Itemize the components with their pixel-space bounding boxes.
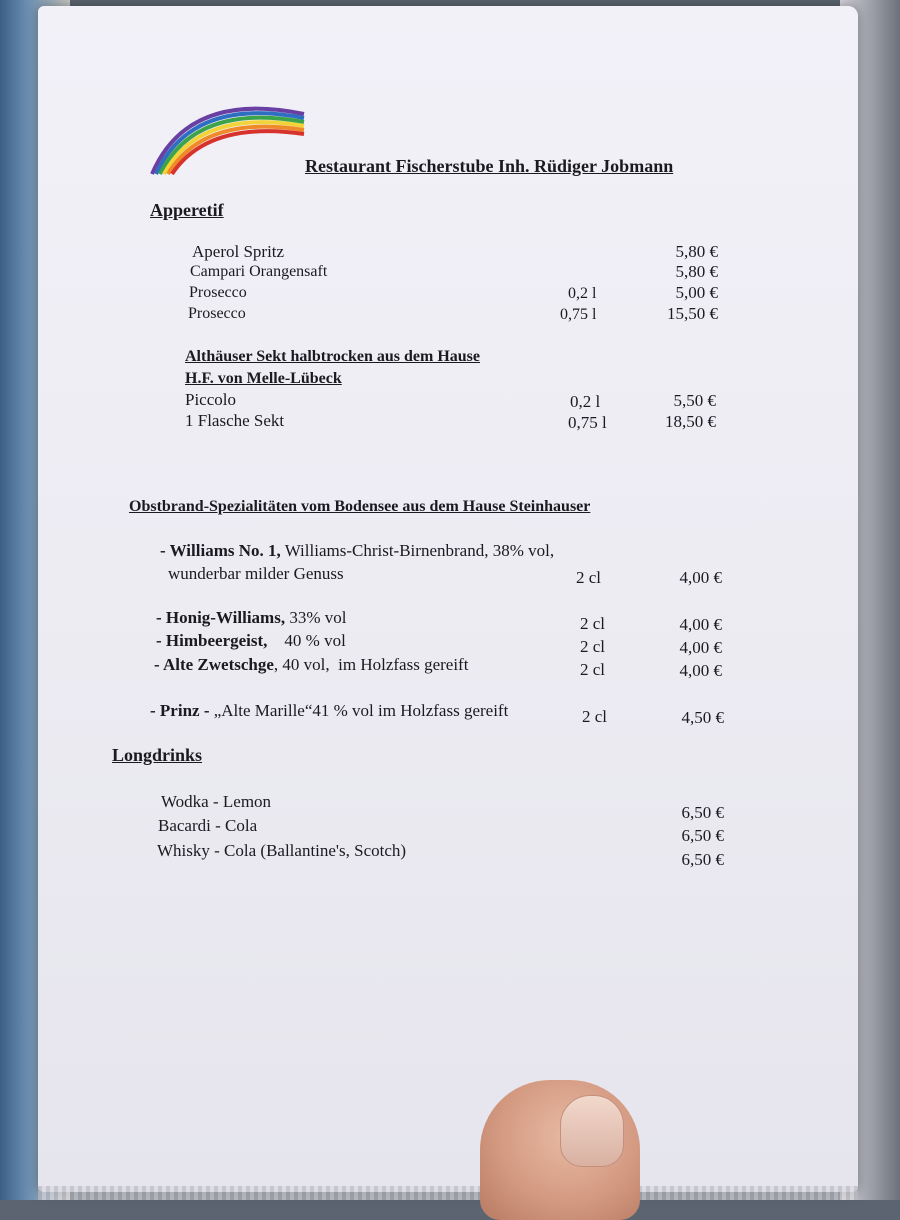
obstbrand-item-name: - Honig-Williams, <box>156 608 286 627</box>
obstbrand-item-desc: 40 % vol <box>267 631 346 650</box>
apperetif-heading: Apperetif <box>150 200 224 220</box>
obstbrand-item-price: 4,00 € <box>679 568 722 587</box>
apperetif-item-price: 5,80 € <box>675 242 718 261</box>
sekt-item-name: 1 Flasche Sekt <box>185 411 285 430</box>
sekt-heading-producer: H.F. von Melle-Lübeck <box>185 370 342 387</box>
apperetif-item-price: 5,80 € <box>675 262 718 281</box>
obstbrand-item-size: 2 cl <box>580 660 606 679</box>
apperetif-item-size: 0,2 l <box>568 285 597 302</box>
apperetif-item-size: 0,75 l <box>560 306 597 323</box>
thumb-nail <box>560 1095 624 1167</box>
sheet-protector-edge <box>38 1186 858 1200</box>
obstbrand-item <box>156 631 346 651</box>
obstbrand-item-price: 4,50 € <box>681 708 724 727</box>
obstbrand-item-price: 4,00 € <box>679 661 722 680</box>
sekt-item-price: 5,50 € <box>673 391 716 410</box>
longdrink-item-price: 6,50 € <box>681 803 724 822</box>
obstbrand-item-name: - Himbeergeist, <box>156 631 268 650</box>
obstbrand-item-desc-continued: wunderbar milder Genuss <box>168 564 344 583</box>
longdrink-item-name: Wodka - Lemon <box>161 792 272 811</box>
obstbrand-item <box>156 608 346 628</box>
menu-sheet <box>38 6 858 1192</box>
obstbrand-item-size: 2 cl <box>576 568 602 587</box>
restaurant-title: Restaurant Fischerstube Inh. Rüdiger Jobmann <box>305 156 674 176</box>
obstbrand-item-name: - Prinz - <box>150 701 210 720</box>
longdrink-item-name: Bacardi - Cola <box>158 816 258 835</box>
obstbrand-item-price: 4,00 € <box>679 638 722 657</box>
obstbrand-item-price: 4,00 € <box>679 615 722 634</box>
apperetif-item-price: 15,50 € <box>667 304 718 323</box>
sekt-item-name: Piccolo <box>185 390 236 409</box>
obstbrand-item <box>150 701 508 721</box>
obstbrand-item-desc: Williams-Christ-Birnenbrand, 38% vol, <box>280 541 555 560</box>
apperetif-item-price: 5,00 € <box>675 283 718 302</box>
obstbrand-item-size: 2 cl <box>582 707 608 726</box>
obstbrand-item-size: 2 cl <box>580 637 606 656</box>
obstbrand-item <box>160 541 554 561</box>
apperetif-item-name: Campari Orangensaft <box>190 263 328 280</box>
longdrinks-heading: Longdrinks <box>112 745 203 765</box>
apperetif-item-name: Prosecco <box>189 284 247 301</box>
obstbrand-item-size: 2 cl <box>580 614 606 633</box>
apperetif-item-name: Aperol Spritz <box>192 242 285 261</box>
sekt-heading: Althäuser Sekt halbtrocken aus dem Hause <box>185 348 480 365</box>
obstbrand-item-desc: , 40 vol, im Holzfass gereift <box>273 655 469 674</box>
obstbrand-item-name: - Alte Zwetschge <box>154 655 274 674</box>
sekt-item-price: 18,50 € <box>665 412 716 431</box>
obstbrand-item-name: - Williams No. 1, <box>160 541 281 560</box>
longdrink-item-price: 6,50 € <box>681 850 724 869</box>
sekt-item-size: 0,2 l <box>570 392 601 411</box>
longdrink-item-name: Whisky - Cola (Ballantine's, Scotch) <box>157 841 407 860</box>
obstbrand-item <box>154 655 468 675</box>
obstbrand-item-desc: „Alte Marille“41 % vol im Holzfass gereift <box>209 701 509 720</box>
obstbrand-item-desc: 33% vol <box>285 608 347 627</box>
rainbow-logo-icon <box>148 96 308 178</box>
sekt-item-size: 0,75 l <box>568 413 607 432</box>
obstbrand-heading: Obstbrand-Spezialitäten vom Bodensee aus dem Hause Steinhauser <box>129 498 591 515</box>
apperetif-item-name: Prosecco <box>188 305 246 322</box>
longdrink-item-price: 6,50 € <box>681 826 724 845</box>
